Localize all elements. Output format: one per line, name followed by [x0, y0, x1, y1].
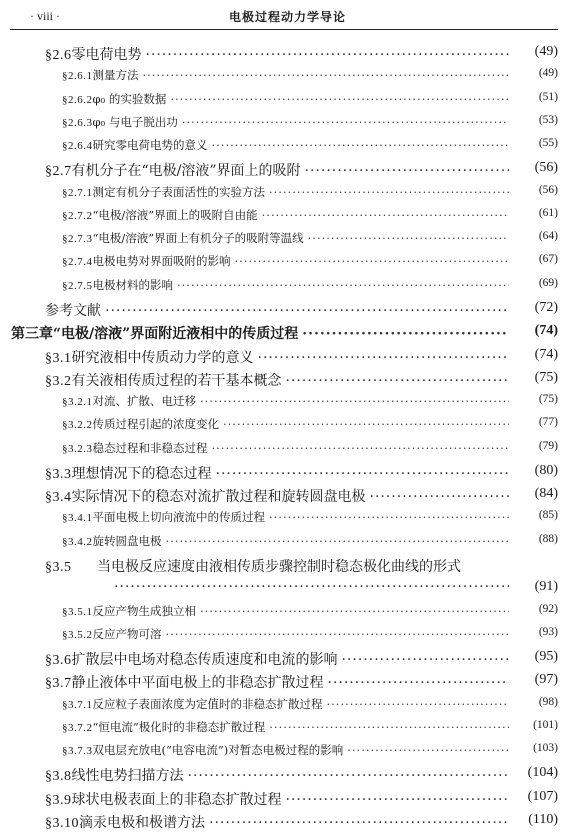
dot-leader — [347, 743, 509, 757]
toc-entry-number: §3.7.1 — [62, 698, 93, 711]
toc-entry — [0, 626, 575, 642]
dot-leader — [328, 675, 510, 691]
toc-entry-title: 线性电势扫描方法 — [71, 768, 184, 785]
toc-entry-title: 参考文献 — [45, 303, 101, 319]
dot-leader — [200, 394, 509, 408]
toc-entry-number: §3.2.2 — [62, 419, 93, 432]
toc-entry — [0, 579, 575, 595]
toc-entry-page: (77) — [538, 416, 558, 429]
toc-entry-page: (88) — [538, 532, 558, 545]
toc-entry-title: 反应产物生成独立相 — [92, 603, 196, 618]
toc-entry — [0, 253, 575, 269]
dot-leader — [212, 138, 510, 152]
toc-entry-page: (79) — [538, 439, 558, 452]
toc-entry — [0, 416, 575, 432]
toc-entry — [0, 509, 575, 525]
toc-entry-page: (51) — [538, 90, 558, 103]
dot-leader — [212, 441, 510, 455]
toc-entry-page: (56) — [538, 183, 558, 196]
toc-entry-page: (107) — [527, 788, 558, 804]
toc-entry-title: 平面电极上切向液流中的传质过程 — [92, 510, 265, 525]
toc-entry-title: 当电极反应速度由液相传质步骤控制时稳态极化曲线的形式 — [97, 559, 461, 575]
toc-entry-number: §2.6 — [45, 48, 72, 63]
toc-entry — [0, 719, 575, 735]
toc-entry-page: (75) — [534, 369, 558, 385]
toc-entry-number: §3.4.2 — [62, 535, 93, 548]
toc-entry-title: 有关液相传质过程的若干基本概念 — [71, 372, 282, 389]
toc-entry — [0, 370, 575, 390]
toc-entry-page: (98) — [538, 695, 558, 708]
toc-entry-number: §3.8 — [45, 769, 72, 785]
toc-entry-title: 静止液体中平面电极上的非稳态扩散过程 — [71, 675, 324, 692]
toc-entry-page: (74) — [534, 323, 558, 339]
header-rule — [10, 29, 558, 30]
toc-entry-page: (49) — [534, 44, 558, 59]
toc-entry-title: “恒电流”极化时的非稳态扩散过程 — [92, 719, 266, 734]
dot-leader — [223, 417, 509, 431]
toc-entry-page: (55) — [538, 137, 558, 150]
toc-entry-number: §2.7 — [45, 164, 72, 180]
toc-entry-page: (75) — [538, 393, 558, 406]
dot-leader — [209, 815, 509, 831]
toc-entry-number: §3.7.2 — [62, 721, 93, 734]
dot-leader — [188, 768, 510, 784]
dot-leader — [177, 278, 509, 292]
toc-entry-title: 理想情况下的稳态过程 — [71, 465, 212, 482]
toc-entry-number: §3.2.1 — [62, 396, 93, 409]
toc-entry — [0, 184, 575, 200]
toc-entry — [0, 137, 575, 153]
toc-entry-title: 测定有机分子表面活性的实验方法 — [92, 184, 265, 199]
toc-entry-title: 反应粒子表面浓度为定值时的非稳态扩散过程 — [92, 696, 323, 711]
dot-leader — [370, 489, 510, 505]
toc-entry-number: §3.7.3 — [62, 745, 93, 758]
toc-entry-page: (104) — [527, 765, 558, 781]
toc-entry-number: §3.5 — [45, 560, 72, 575]
toc-entry-number: §3.3 — [45, 466, 72, 482]
toc-entry — [0, 486, 575, 506]
toc-entry-number: §2.6.1 — [62, 70, 93, 83]
toc-entry — [0, 323, 575, 343]
toc-entry-number: §2.7.3 — [62, 233, 93, 246]
toc-entry-number: §2.7.4 — [62, 256, 93, 269]
dot-leader — [235, 254, 510, 268]
toc-entry — [0, 91, 575, 107]
dot-leader — [105, 303, 509, 319]
toc-entry — [0, 67, 575, 83]
dot-leader — [327, 697, 510, 711]
toc-entry-number: §3.9 — [45, 792, 72, 808]
toc-entry-title: 电极材料的影响 — [92, 277, 173, 292]
dot-leader — [269, 510, 509, 524]
dot-leader — [269, 185, 509, 199]
toc-entry — [0, 44, 575, 64]
dot-leader — [170, 92, 509, 106]
toc-entry-title: 稳态过程和非稳态过程 — [92, 440, 208, 455]
toc-entry-page: (56) — [534, 160, 558, 176]
toc-entry — [0, 393, 575, 409]
toc-entry-page: (85) — [538, 509, 558, 522]
toc-entry — [0, 649, 575, 669]
toc-entry — [0, 533, 575, 549]
toc-entry-title: φ₀ 的实验数据 — [92, 91, 167, 106]
toc-entry-page: (69) — [538, 276, 558, 289]
toc-entry-number: §3.4 — [45, 490, 72, 506]
toc-entry-page: (72) — [534, 300, 558, 315]
toc-entry-number: §3.6 — [45, 653, 72, 669]
toc-entry — [0, 603, 575, 619]
toc-entry-number: §3.7 — [45, 676, 72, 692]
toc-entry-number: §2.6.4 — [62, 140, 93, 153]
toc-entry-title: 滴汞电极和极谱方法 — [79, 815, 205, 831]
toc-entry-number: 第三章 — [11, 326, 53, 343]
dot-leader — [302, 326, 509, 342]
toc-entry-page: (103) — [533, 742, 558, 755]
toc-entry-page: (93) — [538, 625, 558, 638]
toc-entry-number: §2.6.2 — [62, 93, 93, 106]
dot-leader — [216, 466, 510, 482]
toc-entry-number: §3.5.2 — [62, 628, 93, 641]
toc-entry — [0, 207, 575, 223]
toc-entry-page: (61) — [538, 206, 558, 219]
toc-entry-page: (80) — [534, 462, 558, 478]
toc-entry-number: §2.6.3 — [62, 116, 93, 129]
toc-entry-page: (53) — [538, 113, 558, 126]
toc-entry-number: §3.10 — [45, 816, 79, 831]
toc-entry — [0, 114, 575, 130]
dot-leader — [166, 627, 510, 641]
toc-entry-title: 反应产物可溶 — [92, 626, 162, 641]
dot-leader — [262, 208, 509, 222]
toc-entry — [0, 672, 575, 692]
toc-entry-title: 测量方法 — [92, 68, 139, 83]
toc-entry — [0, 277, 575, 293]
dot-leader — [342, 652, 510, 668]
toc-entry-title: 传质过程引起的浓度变化 — [92, 417, 219, 432]
page-number: · viii · — [30, 9, 60, 23]
toc-entry-page: (101) — [533, 718, 558, 731]
toc-entry-page: (110) — [528, 812, 558, 827]
toc-entry-title: 双电层充放电(“电容电流”)对暂态电极过程的影响 — [92, 743, 344, 758]
toc-entry-title: 有机分子在“电极/溶液”界面上的吸附 — [71, 163, 301, 180]
toc-entry — [0, 765, 575, 785]
toc-entry — [0, 160, 575, 180]
dot-leader — [305, 163, 509, 179]
dot-leader — [182, 115, 509, 129]
dot-leader — [269, 720, 509, 734]
toc-entry-number: §3.5.1 — [62, 605, 93, 618]
toc-entry-number: §2.7.1 — [62, 186, 93, 199]
toc-entry-page: (67) — [538, 253, 558, 266]
toc-entry-title: 零电荷电势 — [71, 47, 142, 63]
toc-entry — [0, 696, 575, 712]
toc-entry — [0, 440, 575, 456]
toc-entry-page: (97) — [534, 672, 558, 688]
toc-entry-title: 旋转圆盘电极 — [92, 533, 162, 548]
toc-entry-title: 研究液相中传质动力学的意义 — [71, 349, 254, 366]
toc-entry-title: 研究零电荷电势的意义 — [92, 138, 208, 153]
toc-entry-page: (74) — [534, 346, 558, 362]
toc-entry-title: 电极电势对界面吸附的影响 — [92, 254, 231, 269]
toc-entry-title: “电极/溶液”界面附近液相中的传质过程 — [53, 326, 299, 343]
toc-entry — [0, 789, 575, 809]
toc-entry — [0, 300, 575, 320]
page-header — [0, 0, 575, 30]
toc-entry-number: §2.7.5 — [62, 279, 93, 292]
toc-entry — [0, 556, 575, 576]
toc-entry-page: (49) — [538, 67, 558, 80]
toc-entry — [0, 230, 575, 246]
dot-leader — [286, 792, 510, 808]
toc-entry-number: §3.4.1 — [62, 512, 93, 525]
toc-entry — [0, 463, 575, 483]
toc-entry-number: §3.2 — [45, 373, 72, 389]
toc-entry-title: 对流、扩散、电迁移 — [92, 394, 196, 409]
dot-leader — [166, 534, 510, 548]
toc-entry-title: φ₀ 与电子脱出功 — [92, 114, 178, 129]
toc-entry-number: §3.2.3 — [62, 442, 93, 455]
dot-leader — [258, 350, 510, 366]
dot-leader — [308, 231, 509, 245]
toc-entry-title: 实际情况下的稳态对流扩散过程和旋转圆盘电极 — [71, 489, 366, 506]
toc-entry — [0, 742, 575, 758]
dot-leader — [200, 604, 509, 618]
dot-leader — [146, 47, 510, 63]
toc-entry-page: (84) — [534, 486, 558, 502]
toc-entry — [0, 347, 575, 367]
toc-entry-title: “电极/溶液”界面上的吸附自由能 — [92, 207, 258, 222]
toc-entry-page: (64) — [538, 230, 558, 243]
toc-entry-number: §3.1 — [45, 350, 72, 366]
toc-entry-page: (92) — [538, 602, 558, 615]
toc-entry-title: 扩散层中电场对稳态传质速度和电流的影响 — [71, 652, 338, 669]
dot-leader — [114, 579, 509, 595]
toc-entry-page: (91) — [534, 579, 558, 595]
toc-entry-page: (95) — [534, 649, 558, 665]
toc-entry-number: §2.7.2 — [62, 209, 93, 222]
toc-entry-title: 球状电极表面上的非稳态扩散过程 — [71, 791, 282, 808]
dot-leader — [286, 373, 510, 389]
toc-entry — [0, 812, 575, 832]
running-title: 电极过程动力学导论 — [228, 10, 346, 24]
toc-entry-title: “电极/溶液”界面上有机分子的吸附等温线 — [92, 231, 304, 246]
dot-leader — [143, 68, 510, 82]
